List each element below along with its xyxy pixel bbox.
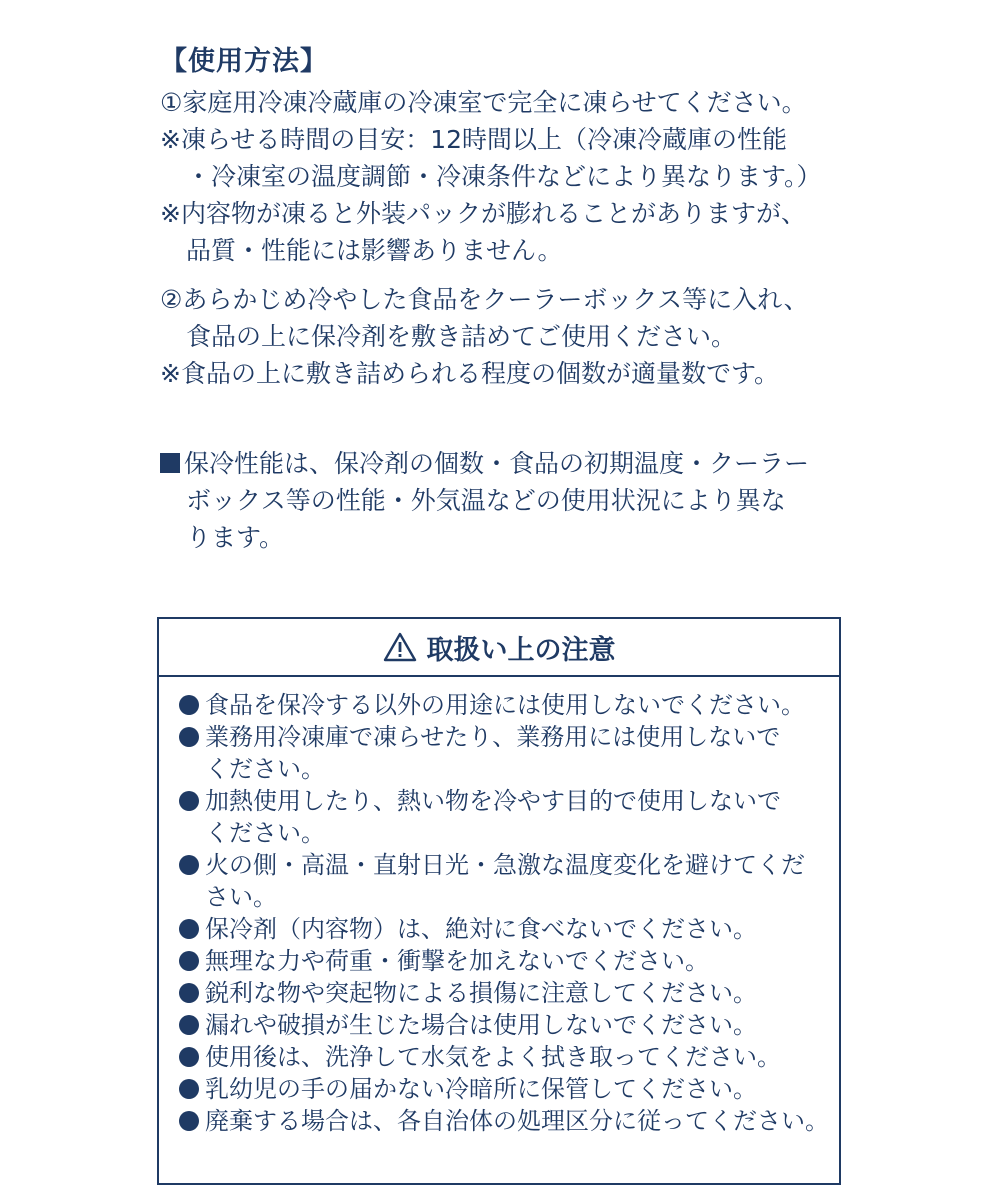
caution-item <box>179 945 839 977</box>
performance-line-cont: ります。 <box>186 523 285 552</box>
caution-header <box>159 619 839 677</box>
caution-item-text: 乳幼児の手の届かない冷暗所に保管してください。 <box>205 1075 757 1103</box>
caution-item <box>179 785 839 817</box>
caution-item <box>179 721 839 753</box>
bullet-icon <box>179 855 199 875</box>
caution-item <box>179 1105 839 1137</box>
bullet-icon <box>179 919 199 939</box>
caution-item <box>179 689 839 721</box>
caution-item-text: 無理な力や荷重・衝撃を加えないでください。 <box>205 947 709 975</box>
bullet-icon <box>179 1111 199 1131</box>
caution-item-text: 食品を保冷する以外の用途には使用しないでください。 <box>205 691 805 719</box>
caution-item-text: 使用後は、洗浄して水気をよく拭き取ってください。 <box>205 1043 781 1071</box>
caution-item <box>179 1041 839 1073</box>
usage-step2-line-cont: 食品の上に保冷剤を敷き詰めてご使用ください。 <box>186 322 737 351</box>
usage-step1-note2: ※内容物が凍ると外装パックが膨れることがありますが、 <box>160 199 806 228</box>
bullet-icon <box>179 727 199 747</box>
caution-item-text: 漏れや破損が生じた場合は使用しないでください。 <box>205 1011 757 1039</box>
caution-item-text: 保冷剤（内容物）は、絶対に食べないでください。 <box>205 915 757 943</box>
performance-text: 保冷性能は、保冷剤の個数・食品の初期温度・クーラー <box>184 449 810 478</box>
usage-step1-note: ※凍らせる時間の目安：12時間以上（冷凍冷蔵庫の性能 <box>160 125 788 154</box>
caution-list <box>159 677 839 1137</box>
performance-line <box>160 445 860 482</box>
caution-item-cont: さい。 <box>205 883 277 911</box>
bullet-icon <box>179 983 199 1003</box>
bullet-icon <box>179 695 199 715</box>
bullet-icon <box>179 1079 199 1099</box>
caution-item-text: 業務用冷凍庫で凍らせたり、業務用には使用しないで <box>205 723 781 751</box>
bullet-icon <box>179 1015 199 1035</box>
caution-item <box>179 849 839 881</box>
caution-title: 取扱い上の注意 <box>426 634 616 666</box>
caution-item-text: 火の側・高温・直射日光・急激な温度変化を避けてくだ <box>205 851 805 879</box>
caution-item-text: 廃棄する場合は、各自治体の処理区分に従ってください。 <box>205 1107 829 1135</box>
usage-step2-note: ※食品の上に敷き詰められる程度の個数が適量数です。 <box>160 359 779 388</box>
performance-section <box>160 445 860 556</box>
spacer <box>160 269 860 281</box>
usage-step1-note-cont: ・冷凍室の温度調節・冷凍条件などにより異なります。） <box>186 162 822 191</box>
usage-title: 【使用方法】 <box>160 46 328 77</box>
usage-step2-line: ②あらかじめ冷やした食品をクーラーボックス等に入れ、 <box>160 285 809 314</box>
filled-square-icon <box>160 453 180 473</box>
usage-section <box>160 40 860 392</box>
caution-item <box>179 913 839 945</box>
bullet-icon <box>179 951 199 971</box>
caution-item-text: 加熱使用したり、熱い物を冷やす目的で使用しないで <box>205 787 781 815</box>
performance-line-cont: ボックス等の性能・外気温などの使用状況により異な <box>186 486 786 515</box>
usage-step1-line: ①家庭用冷凍冷蔵庫の冷凍室で完全に凍らせてください。 <box>160 88 807 117</box>
caution-item-cont: ください。 <box>205 755 325 783</box>
caution-item-text: 鋭利な物や突起物による損傷に注意してください。 <box>205 979 757 1007</box>
caution-item <box>179 977 839 1009</box>
caution-item <box>179 1073 839 1105</box>
bullet-icon <box>179 1047 199 1067</box>
caution-box <box>157 617 841 1185</box>
warning-triangle-icon <box>383 632 417 662</box>
caution-item-cont: ください。 <box>205 819 325 847</box>
caution-item <box>179 1009 839 1041</box>
bullet-icon <box>179 791 199 811</box>
usage-step1-note2-cont: 品質・性能には影響ありません。 <box>186 236 563 265</box>
